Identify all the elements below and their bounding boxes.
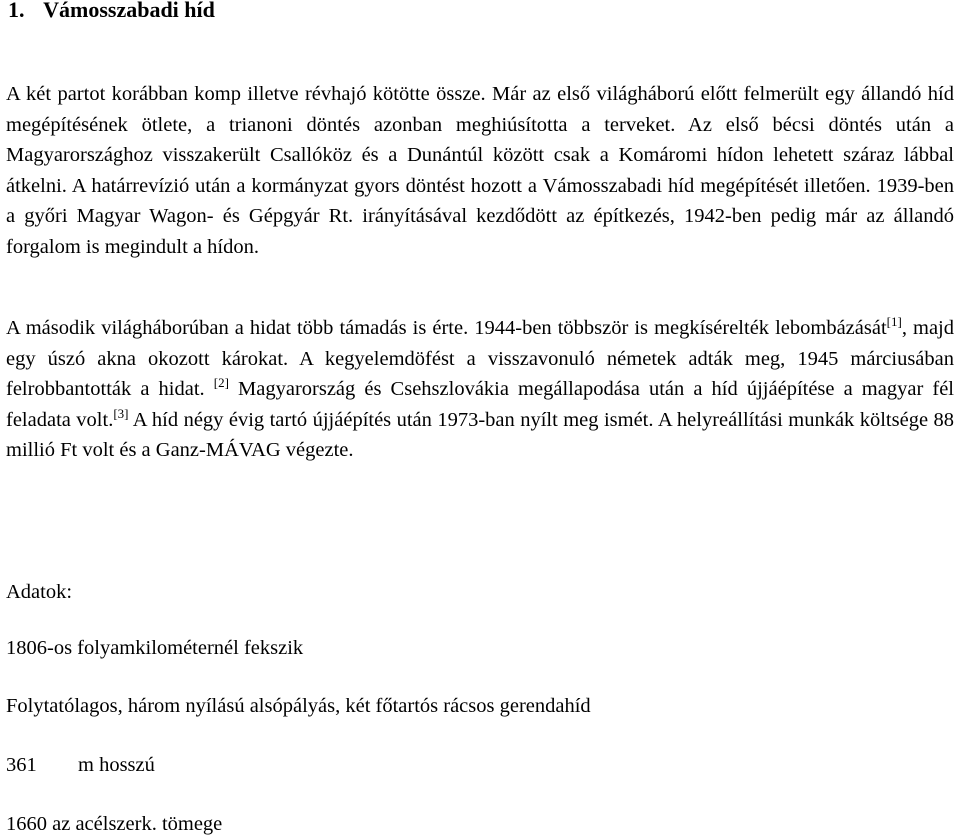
footnote-ref-3[interactable]: [3] xyxy=(113,405,129,421)
section-number: 1. xyxy=(8,0,25,22)
history-paragraph-1 xyxy=(6,79,954,262)
paragraph-2-text-a: A második világháborúban a hidat több támadás is érte. 1944-ben többször is megkísérelték lebombázását xyxy=(6,317,887,339)
section-heading xyxy=(8,0,215,25)
river-kilometer-line: 1806-os folyamkilométernél fekszik xyxy=(6,637,304,659)
paragraph-2-text-d: A híd négy évig tartó újjáépítés után 1973-ban nyílt meg ismét. A helyreállítási munkák költsége 88 millió Ft volt és a Ganz-MÁVAG végezte. xyxy=(6,408,954,461)
paragraph-2-text-b: , majd egy úszó akna okozott károkat. A kegyelemdöfést a visszavonuló németek adták meg, 1945 márciusában felrobbantották a hidat. xyxy=(6,317,954,400)
section-title: Vámosszabadi híd xyxy=(43,0,215,22)
length-line xyxy=(6,751,155,779)
paragraph-1-text: A két partot korábban komp illetve révhajó kötötte össze. Már az első világháború előtt felmerült egy állandó híd megépítésének ötlete, a trianoni döntés azonban meghiúsította a terveket. Az első bécsi döntés után a Magyarországhoz visszakerült Csallóköz és a Dunántúl között csak a Komáromi hídon lehetett száraz lábbal átkelni. A határrevízió után a kormányzat gyors döntést hozott a Vámosszabadi híd megépítését illetően. 1939-ben a győri Magyar Wagon- és Gépgyár Rt. irányításával kezdődött az építkezés, 1942-ben pedig már az állandó forgalom is megindult a hídon. xyxy=(6,83,954,258)
footnote-ref-2[interactable]: [2] xyxy=(213,375,229,390)
paragraph-2-text-c: Magyarország és Csehszlovákia megállapodása után a híd újjáépítése a magyar fél feladata volt. xyxy=(6,378,954,431)
length-value: 361 xyxy=(6,754,37,776)
length-unit: m hosszú xyxy=(78,754,155,776)
steel-mass-line: 1660 az acélszerk. tömege xyxy=(6,813,223,835)
data-label: Adatok: xyxy=(6,581,73,603)
history-paragraph-2 xyxy=(6,313,954,466)
footnote-ref-1[interactable]: [1] xyxy=(886,314,902,329)
structure-type-line: Folytatólagos, három nyílású alsópályás, két főtartós rácsos gerendahíd xyxy=(6,695,591,717)
